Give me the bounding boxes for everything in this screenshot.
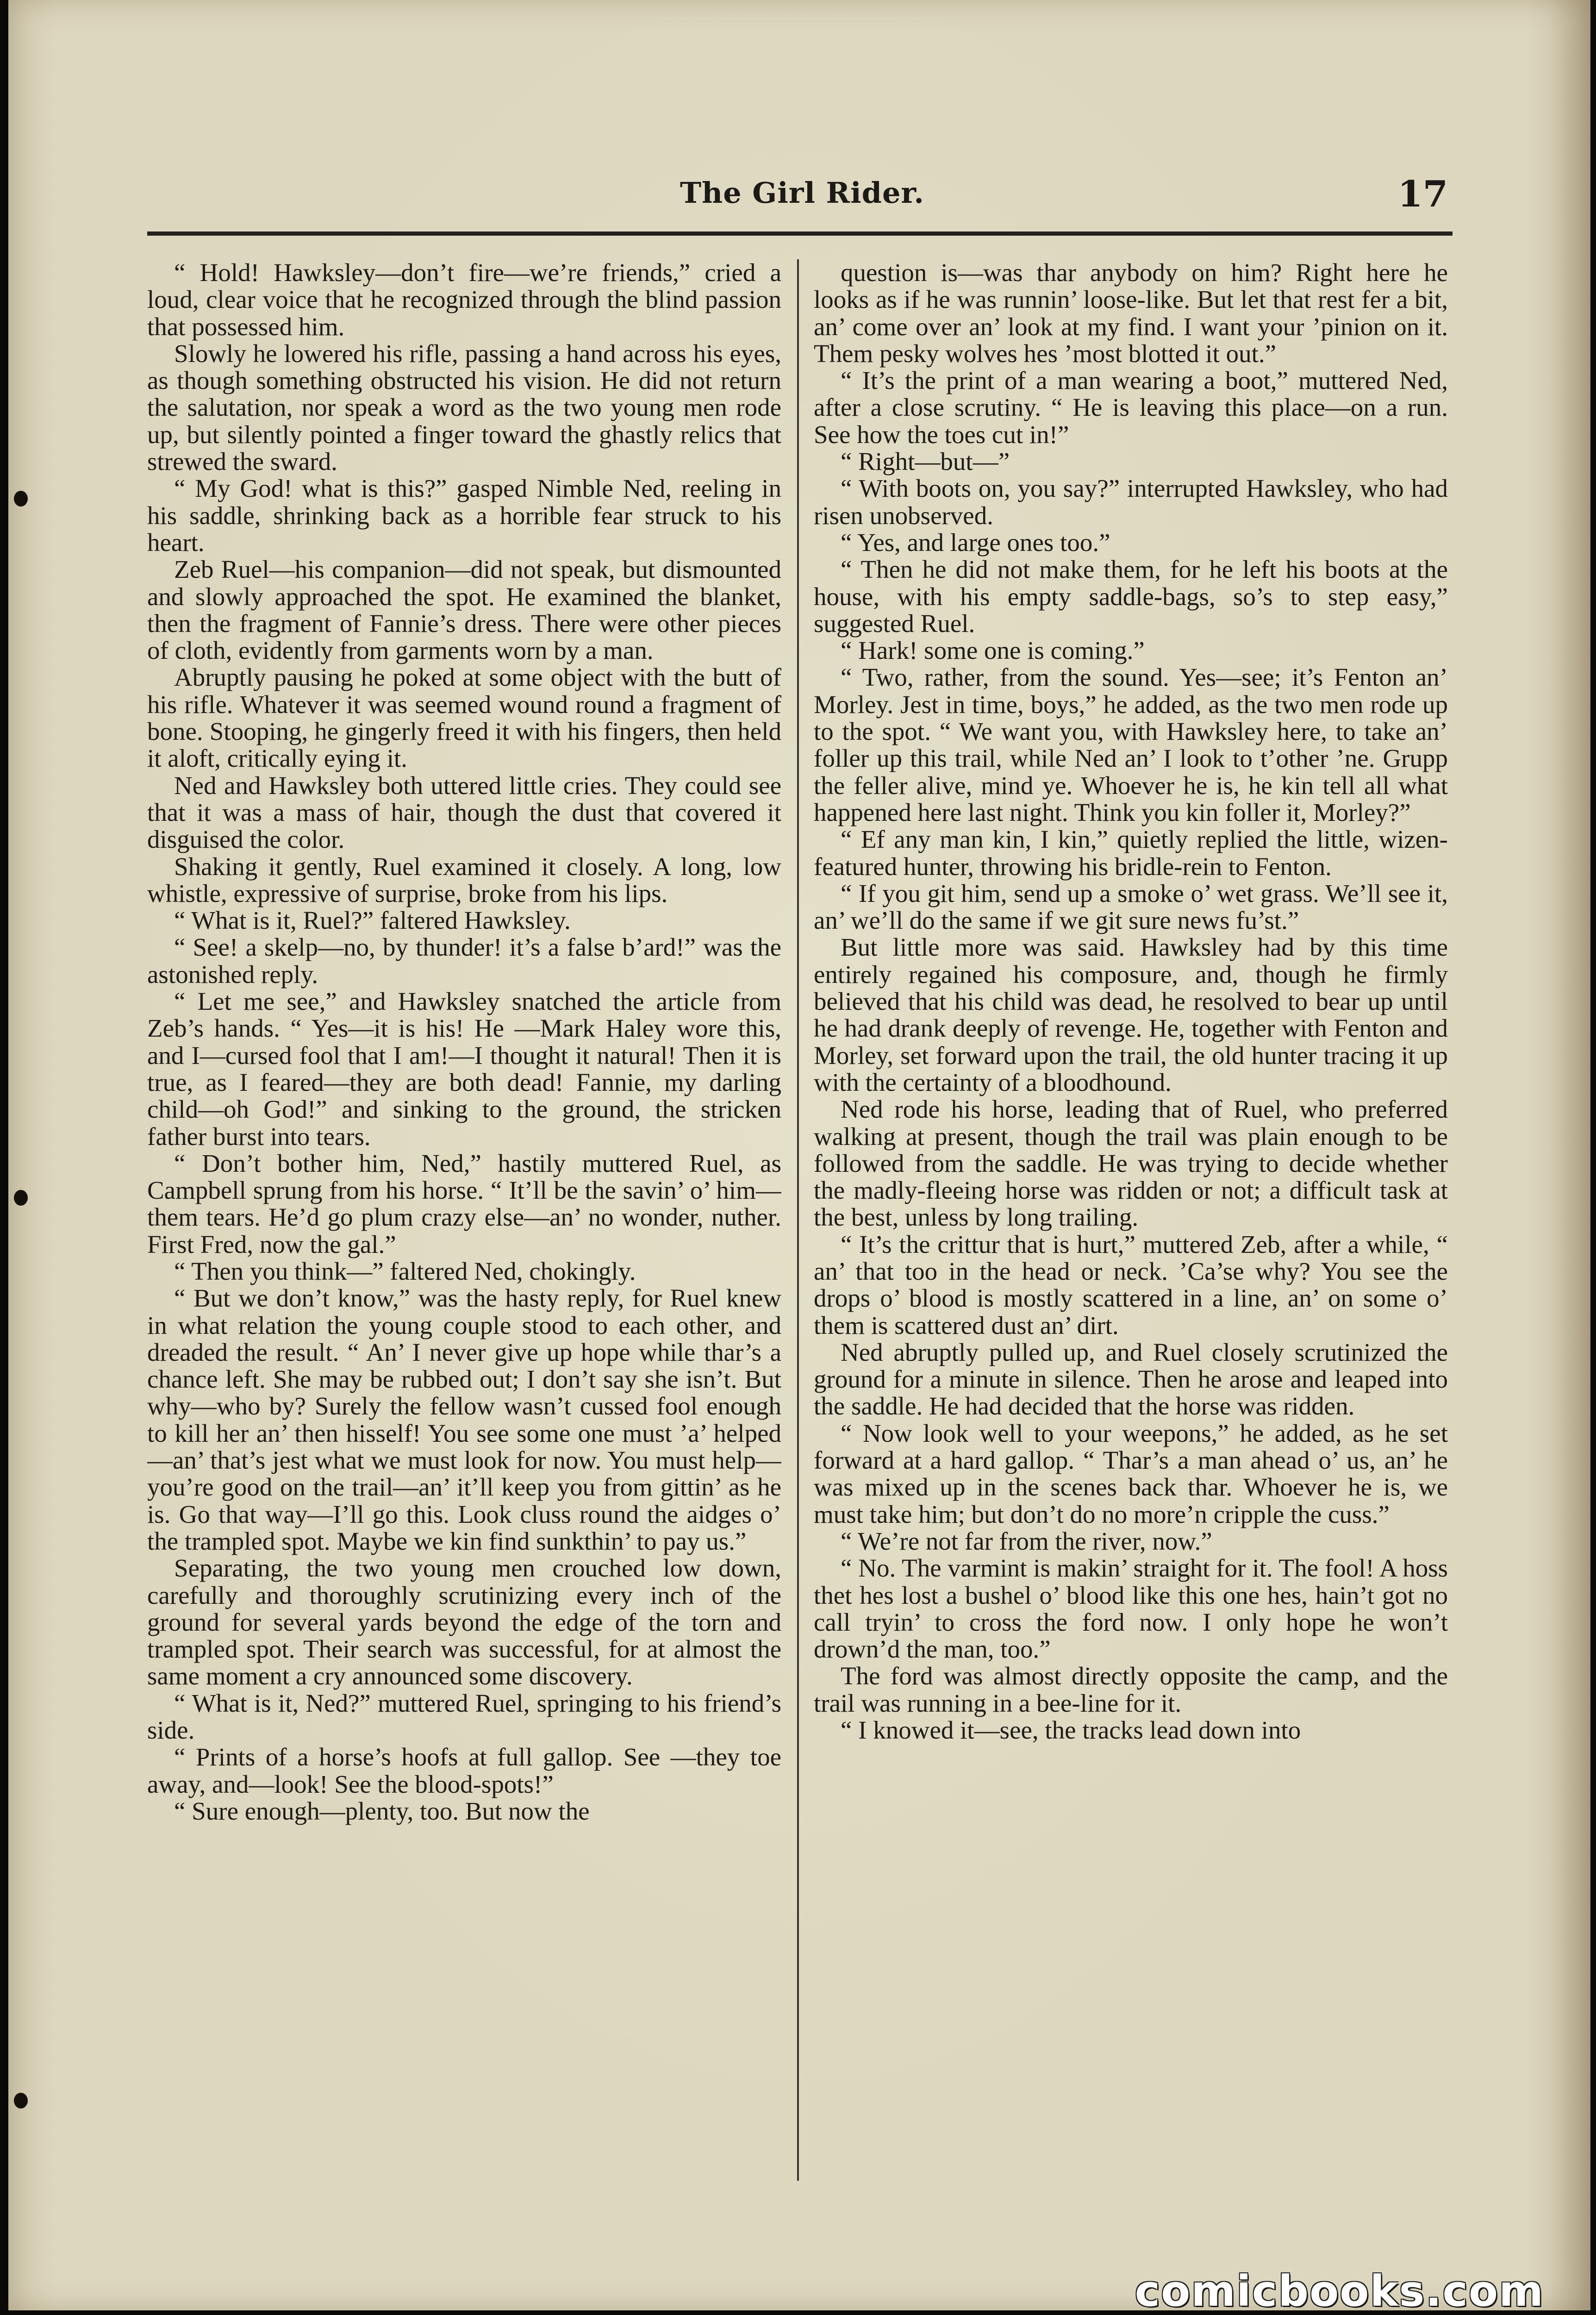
paragraph: “ But we don’t know,” was the hasty reply, for Ruel knew in what relation the young couple stood to each other, and dreaded the result. “ An’ I never give up hope while thar’s a chance left. She may be rubbed out; I don’t say she isn’t. But why—who by? Surely the fellow wasn’t cussed fool enough to kill her an’ then hisself! You see some one must ’a’ helped—an’ that’s jest what we must look for now. You must help—you’re good on the trail—an’ it’ll keep you from gittin’ as he is. Go that way—I’ll go this. Look cluss round the aidges o’ the trampled spot. Maybe we kin find sunkthin’ to pay us.” <box>147 1284 781 1555</box>
paragraph: Shaking it gently, Ruel examined it closely. A long, low whistle, expressive of surprise, broke from his lips. <box>147 852 781 907</box>
paragraph: “ It’s the crittur that is hurt,” muttered Zeb, after a while, “ an’ that too in the head or neck. ’Ca’se why? You see the drops o’ blood is mostly scattered in a line, an’ on some o’ them is scattered dust an’ dirt. <box>814 1230 1448 1339</box>
page-edge-shadow <box>1549 0 1590 2310</box>
paragraph: “ Hark! some one is coming.” <box>841 636 1145 665</box>
paragraph: Separating, the two young men crouched low down, carefully and thoroughly scrutinizing every inch of the ground for several yards beyond the edge of the torn and trampled spot. Their search was successful, for at almost the same moment a cry announced some discovery. <box>147 1554 781 1690</box>
right-text-column <box>814 259 1448 2185</box>
paragraph: “ It’s the print of a man wearing a boot,” muttered Ned, after a close scrutiny. “ He is leaving this place—on a run. See how the toes cut in!” <box>814 366 1448 449</box>
paragraph: Ned abruptly pulled up, and Ruel closely scrutinized the ground for a minute in silence. Then he arose and leaped into the saddle. He had decided that the horse was ridden. <box>814 1338 1448 1420</box>
paragraph: Ned rode his horse, leading that of Ruel, who preferred walking at present, though the trail was plain enough to be followed from the saddle. He was trying to decide whether the madly-fleeing horse was ridden or not; a difficult task at the best, unless by long trailing. <box>814 1095 1448 1232</box>
paragraph: But little more was said. Hawksley had by this time entirely regained his composure, and, though he firmly believed that his child was dead, he resolved to bear up until he had drank deeply of revenge. He, together with Fenton and Morley, set forward upon the trail, the old hunter tracing it up with the certainty of a bloodhound. <box>814 933 1448 1096</box>
paragraph: Ned and Hawksley both uttered little cries. They could see that it was a mass of hair, though the dust that covered it disguised the color. <box>147 771 781 854</box>
paragraph: “ Then he did not make them, for he left his boots at the house, with his empty saddle-bags, so’s to step easy,” suggested Ruel. <box>814 555 1448 638</box>
column-divider <box>797 259 799 2181</box>
paragraph: “ What is it, Ned?” muttered Ruel, springing to his friend’s side. <box>147 1689 781 1745</box>
left-text-column <box>147 259 781 2185</box>
paragraph: “ Then you think—” faltered Ned, chokingly. <box>174 1257 636 1285</box>
paragraph: question is—was thar anybody on him? Right here he looks as if he was runnin’ loose-like. But let that rest fer a bit, an’ come over an’ look at my find. I want your ’pinion on it. Them pesky wolves hes ’most blotted it out.” <box>814 259 1448 368</box>
paragraph: Abruptly pausing he poked at some object with the butt of his rifle. Whatever it was seemed wound round a fragment of bone. Stooping, he gingerly freed it with his fingers, then held it aloft, critically eying it. <box>147 663 781 773</box>
paragraph: “ With boots on, you say?” interrupted Hawksley, who had risen unobserved. <box>814 474 1448 530</box>
site-watermark: comicbooks.com <box>1135 2266 1544 2315</box>
paragraph: The ford was almost directly opposite the camp, and the trail was running in a bee-line for it. <box>814 1662 1448 1717</box>
paragraph: “ Sure enough—plenty, too. But now the <box>174 1796 590 1825</box>
paragraph: “ Two, rather, from the sound. Yes—see; it’s Fenton an’ Morley. Jest in time, boys,” he added, as the two men rode up to the spot. “ We want you, with Hawksley here, to take an’ foller up this trail, while Ned an’ I look to t’other ’ne. Grupp the feller alive, mind ye. Whoever he is, he kin tell all what happened here last night. Think you kin foller it, Morley?” <box>814 663 1448 826</box>
paragraph: Slowly he lowered his rifle, passing a hand across his eyes, as though something obstructed his vision. He did not return the salutation, nor speak a word as the two young men rode up, but silently pointed a finger toward the ghastly relics that strewed the sward. <box>147 339 781 476</box>
paragraph: “ No. The varmint is makin’ straight for it. The fool! A hoss thet hes lost a bushel o’ blood like this one hes, hain’t got no call tryin’ to cross the ford now. I only hope he won’t drown’d the man, too.” <box>814 1554 1448 1664</box>
paragraph: “ We’re not far from the river, now.” <box>841 1527 1212 1555</box>
paragraph: “ Now look well to your weepons,” he added, as he set forward at a hard gallop. “ Thar’s a man ahead o’ us, an’ he was mixed up in the scenes back thar. Whoever he is, we must take him; but don’t do no more’n cripple the cuss.” <box>814 1419 1448 1528</box>
paragraph: “ Hold! Hawksley—don’t fire—we’re friends,” cried a loud, clear voice that he recognized through the blind passion that possessed him. <box>147 259 781 341</box>
paragraph: “ If you git him, send up a smoke o’ wet grass. We’ll see it, an’ we’ll do the same if we git sure news fu’st.” <box>814 879 1448 935</box>
paragraph: “ Prints of a horse’s hoofs at full gallop. See —they toe away, and—look! See the blood-spots!” <box>147 1743 781 1798</box>
paragraph: “ Yes, and large ones too.” <box>841 528 1110 557</box>
binding-hole <box>14 1190 28 1206</box>
page-title: The Girl Rider. <box>680 176 924 210</box>
binding-hole <box>14 2093 28 2109</box>
binding-hole <box>14 491 28 507</box>
paragraph: Zeb Ruel—his companion—did not speak, but dismounted and slowly approached the spot. He examined the blanket, then the fragment of Fannie’s dress. There were other pieces of cloth, evidently from garments worn by a man. <box>147 555 781 665</box>
paragraph: “ What is it, Ruel?” faltered Hawksley. <box>174 906 571 935</box>
paragraph: “ My God! what is this?” gasped Nimble Ned, reeling in his saddle, shrinking back as a horrible fear struck to his heart. <box>147 474 781 557</box>
paragraph: “ See! a skelp—no, by thunder! it’s a false b’ard!” was the astonished reply. <box>147 933 781 989</box>
header-rule <box>147 232 1453 236</box>
paragraph: “ Don’t bother him, Ned,” hastily muttered Ruel, as Campbell sprung from his horse. “ It’ll be the savin’ o’ him—them tears. He’d go plum crazy else—an’ no wonder, nuther. First Fred, now the gal.” <box>147 1149 781 1258</box>
paragraph: “ Right—but—” <box>841 447 1010 476</box>
paragraph: “ Ef any man kin, I kin,” quietly replied the little, wizen-featured hunter, throwing his bridle-rein to Fenton. <box>814 825 1448 881</box>
paragraph: “ Let me see,” and Hawksley snatched the article from Zeb’s hands. “ Yes—it is his! He —Mark Haley wore this, and I—cursed fool that I am!—I thought it natural! Then it is true, as I feared—they are both dead! Fannie, my darling child—oh God!” and sinking to the ground, the stricken father burst into tears. <box>147 987 781 1151</box>
paragraph: “ I knowed it—see, the tracks lead down into <box>841 1716 1301 1745</box>
running-head <box>147 173 1457 227</box>
magazine-page <box>8 0 1590 2310</box>
page-number: 17 <box>1397 173 1448 215</box>
